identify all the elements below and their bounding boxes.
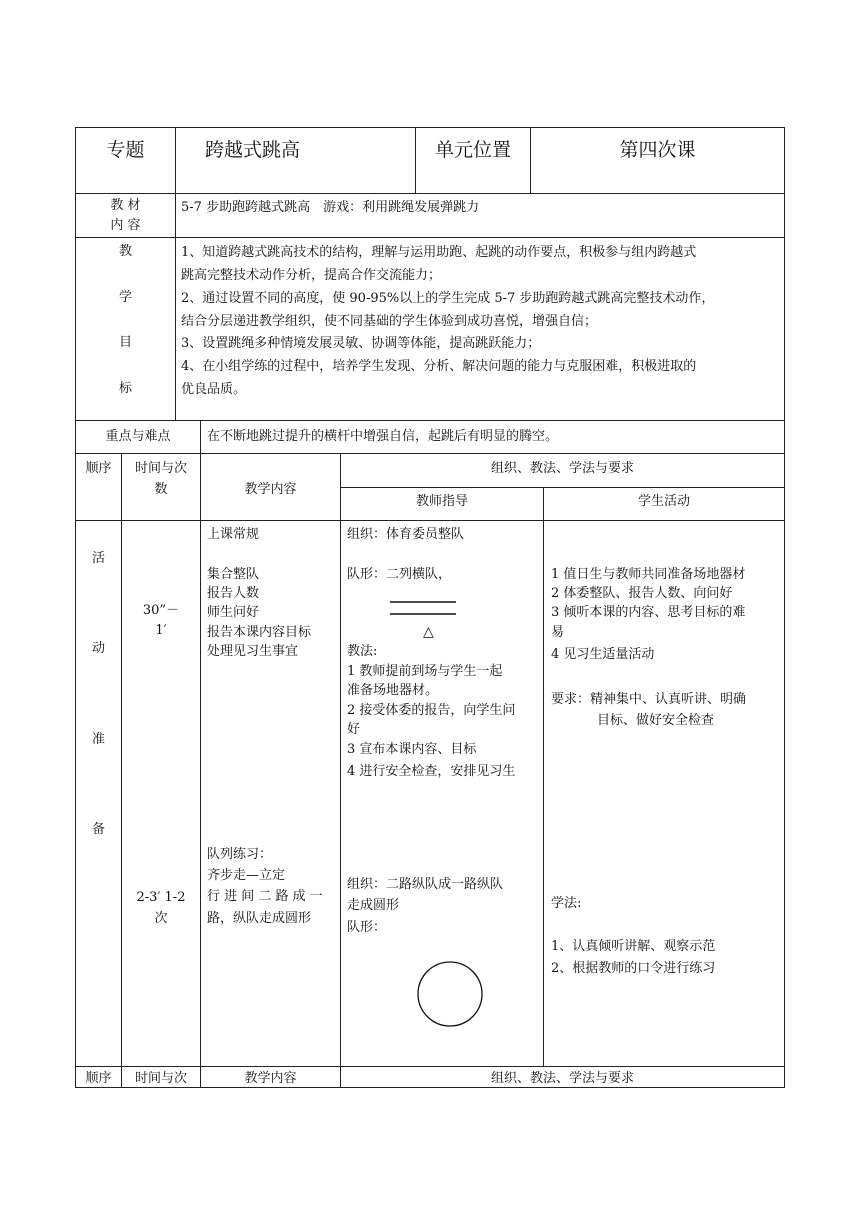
time-value: 2-3′ 1-2: [136, 890, 186, 905]
divider: [175, 193, 176, 237]
col-student-header: 学生活动: [637, 494, 690, 509]
student-line: 1、认真倾听讲解、观察示范: [551, 939, 716, 954]
circle-formation-diagram: [410, 955, 490, 1035]
teacher-line: 教法:: [347, 644, 378, 659]
divider: [340, 487, 785, 488]
key-points-label: 重点与难点: [105, 429, 171, 444]
content-line: 上课常规: [207, 527, 260, 542]
teacher-line: 2 接受体委的报告，向学生问: [347, 703, 516, 718]
col-content-header: 教学内容: [244, 482, 297, 497]
teacher-triangle-marker: △: [423, 624, 434, 640]
topic-label: 专题: [106, 139, 145, 161]
footer-col-org: 组织、教法、学法与要求: [490, 1071, 634, 1086]
goal-line: 结合分层递进教学组织，使不同基础的学生体验到成功喜悦，增强自信；: [181, 314, 598, 329]
col-time-header-line2: 数: [154, 482, 168, 497]
divider: [75, 193, 785, 194]
table-left-border: [75, 127, 76, 1088]
material-label-line1: 教 材: [110, 198, 141, 213]
divider: [75, 420, 785, 421]
time-value: 1′: [155, 623, 167, 638]
topic-value: 跨越式跳高: [205, 139, 301, 161]
content-line: 处理见习生事宜: [207, 644, 299, 659]
unit-value: 第四次课: [619, 139, 696, 161]
material-content: 5-7 步助跑跨越式跳高 游戏：利用跳绳发展弹跳力: [181, 200, 480, 215]
divider: [75, 453, 785, 454]
footer-col-time: 时间与次: [134, 1071, 187, 1086]
divider: [75, 1066, 785, 1067]
goals-label-char: 标: [118, 381, 132, 396]
teacher-line: 4 进行安全检查，安排见习生: [347, 764, 516, 779]
divider: [543, 487, 544, 1066]
teacher-line: 准备场地器材。: [347, 683, 439, 698]
content-line: 路，纵队走成圆形: [207, 911, 312, 926]
col-org-header: 组织、教法、学法与要求: [490, 461, 634, 476]
student-line: 1 值日生与教师共同准备场地器材: [551, 567, 746, 582]
teacher-line: 3 宣布本课内容、目标: [347, 742, 477, 757]
student-line: 易: [551, 625, 565, 640]
divider: [175, 127, 176, 193]
student-line: 2 体委整队、报告人数、向问好: [551, 586, 733, 601]
content-line: 行 进 间 二 路 成 一: [207, 889, 323, 904]
divider: [200, 420, 201, 453]
student-requirement-line1: 要求：精神集中、认真听讲、明确: [551, 692, 747, 707]
goals-label-char: 学: [118, 290, 132, 305]
divider: [121, 453, 122, 1088]
divider: [75, 237, 785, 238]
key-points-content: 在不断地跳过提升的横杆中增强自信，起跳后有明显的腾空。: [207, 429, 559, 444]
divider: [75, 520, 785, 521]
content-line: 报告本课内容目标: [207, 625, 312, 640]
unit-label: 单元位置: [434, 139, 511, 161]
time-value: 30”－: [142, 603, 180, 618]
footer-col-order: 顺序: [85, 1071, 112, 1086]
content-line: 师生问好: [207, 605, 260, 620]
phase-char: 准: [91, 732, 105, 747]
content-line: 集合整队: [207, 567, 260, 582]
table-top-border: [75, 127, 785, 128]
time-value: 次: [154, 911, 168, 926]
goal-line: 3、设置跳绳多种情境发展灵敏、协调等体能，提高跳跃能力；: [181, 336, 541, 351]
teacher-line: 走成圆形: [347, 898, 400, 913]
footer-col-content: 教学内容: [244, 1071, 297, 1086]
student-line: 3 倾听本课的内容、思考目标的难: [551, 605, 746, 620]
phase-char: 动: [91, 641, 105, 656]
divider: [200, 453, 201, 1088]
col-teacher-header: 教师指导: [415, 494, 468, 509]
goals-label-char: 教: [118, 244, 132, 259]
content-line: 报告人数: [207, 586, 260, 601]
content-line: 齐步走—立定: [207, 868, 286, 883]
student-line: 2、根据教师的口令进行练习: [551, 961, 716, 976]
goal-line: 1、知道跨越式跳高技术的结构，理解与运用助跑、起跳的动作要点，积极参与组内跨越式: [181, 245, 697, 260]
formation-circle: [418, 962, 482, 1026]
material-label-line2: 内 容: [110, 218, 141, 233]
table-right-border: [784, 127, 785, 1088]
teacher-line: 组织：二路纵队成一路纵队: [347, 877, 504, 892]
goal-line: 4、在小组学练的过程中，培养学生发现、分析、解决问题的能力与克服困难，积极进取的: [181, 359, 697, 374]
teacher-line: 组织：体育委员整队: [347, 527, 465, 542]
teacher-line: 队形：: [347, 920, 387, 935]
student-requirement-line2: 目标、做好安全检查: [597, 713, 715, 728]
col-time-header-line1: 时间与次: [134, 461, 187, 476]
phase-char: 活: [91, 551, 105, 566]
student-line: 4 见习生适量活动: [551, 647, 655, 662]
goal-line: 跳高完整技术动作分析，提高合作交流能力；: [181, 268, 442, 283]
goals-label-char: 目: [118, 335, 132, 350]
col-order-header: 顺序: [85, 461, 112, 476]
student-line: 学法:: [551, 896, 582, 911]
teacher-line: 好: [347, 722, 361, 737]
content-line: 队列练习：: [207, 847, 273, 862]
divider: [340, 453, 341, 1088]
divider: [175, 237, 176, 420]
teacher-line: 队形：二列横队，: [347, 567, 452, 582]
goal-line: 优良品质。: [181, 382, 247, 397]
phase-char: 备: [91, 822, 105, 837]
goal-line: 2、通过设置不同的高度，使 90-95%以上的学生完成 5-7 步助跑跨越式跳高完整技术动作，: [181, 291, 715, 306]
teacher-line: 1 教师提前到场与学生一起: [347, 664, 503, 679]
